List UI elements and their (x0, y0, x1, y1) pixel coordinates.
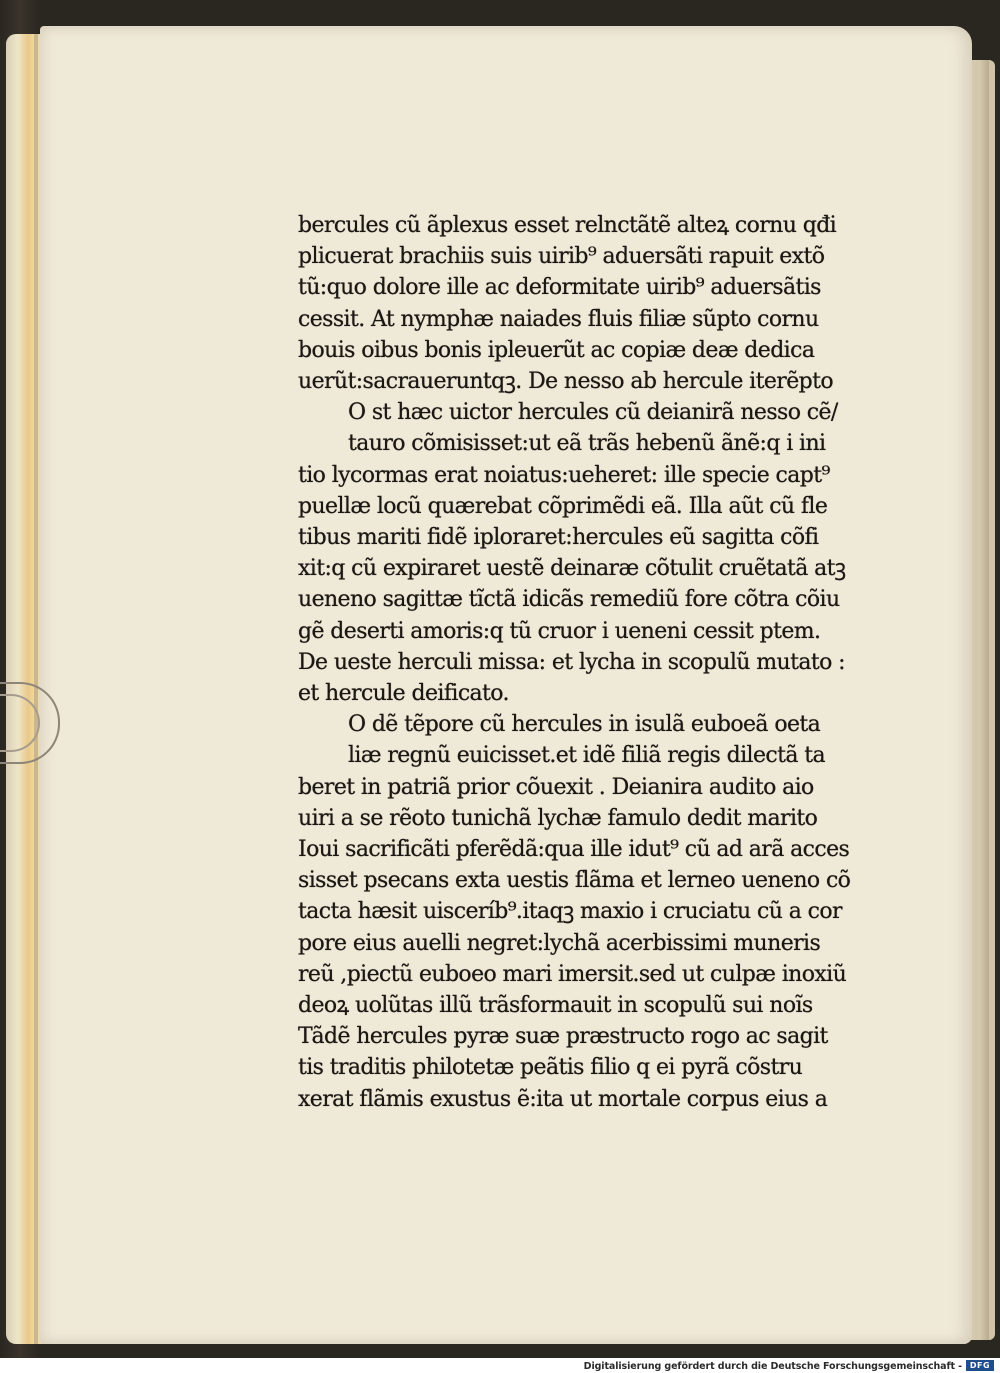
section-heading-line: De ueste herculi missa: et lycha in scopulũ mutato : (298, 649, 845, 675)
text-line: O dẽ tẽpore cũ hercules in isulã euboeã oeta (348, 712, 821, 738)
text-line: gẽ deserti amoris:q tũ cruor i ueneni cessit ptem. (298, 618, 821, 644)
text-line: puellæ locũ quærebat cõprimẽdi eã. Illa aũt cũ fle (298, 493, 828, 519)
text-line: tis traditis philotetæ peãtis filio q ei pyrã cõstru (298, 1055, 803, 1081)
text-line: reũ ,piectũ euboeo mari imersit.sed ut culpæ inoxiũ (298, 961, 847, 987)
text-line: bouis oibus bonis ipleuerũt ac copiæ deæ dedica (298, 337, 815, 363)
text-line: pore eius auelli negret:lychã acerbissimi muneris (298, 930, 821, 956)
footer-bar (0, 1358, 1000, 1373)
text-line: Ioui sacrificãti pferẽdã:qua ille idut⁹ cũ ad arã acces (298, 837, 850, 863)
text-line: tibus mariti fidẽ iploraret:hercules eũ sagitta cõfi (298, 525, 819, 551)
funding-credit: Digitalisierung gefördert durch die Deutsche Forschungsgemeinschaft - (583, 1361, 962, 1372)
text-line: plicuerat brachiis suis uirib⁹ aduersãti rapuit extõ (298, 244, 825, 270)
text-line: cessit. At nymphæ naiades fluis filiæ sũpto cornu (298, 306, 819, 332)
text-line: tacta hæsit uisceríb⁹.itaqꝫ maxio i cruciatu cũ a cor (298, 899, 842, 925)
text-line: tauro cõmisisset:ut eã trãs hebenũ ãnẽ:q i ini (348, 431, 826, 457)
text-line: ueneno sagittæ tĩctã idicãs remediũ fore cõtra cõiu (298, 587, 840, 613)
text-line: O st hæc uictor hercules cũ deianirã nesso cẽ/ (348, 400, 838, 426)
section-heading-line: uerũt:sacraueruntqꝫ. De nesso ab hercule iterẽpto (298, 369, 833, 395)
printed-text-block (298, 210, 858, 1115)
text-line: xit:q cũ expiraret uestẽ deinaræ cõtulit cruẽtatã atꝫ (298, 556, 846, 582)
text-line: beret in patriã prior cõuexit . Deianira audito aio (298, 774, 814, 800)
text-line: tũ:quo dolore ille ac deformitate uirib⁹ aduersãtis (298, 275, 821, 301)
text-line: Tãdẽ hercules pyræ suæ præstructo rogo ac sagit (298, 1024, 828, 1050)
text-line: uiri a se rẽoto tunichã lychæ famulo dedit marito (298, 805, 818, 831)
text-line: sisset psecans exta uestis flãma et lerneo ueneno cõ (298, 868, 851, 894)
dfg-logo: DFG (966, 1360, 994, 1371)
text-line: tio lycormas erat noiatus:ueheret: ille specie capt⁹ (298, 462, 830, 488)
text-line: deoꝝ uolũtas illũ trãsformauit in scopulũ sui noĩs (298, 993, 813, 1019)
text-line: xerat flãmis exustus ẽ:ita ut mortale corpus eius a (298, 1086, 828, 1112)
text-line: liæ regnũ euicisset.et idẽ filiã regis dilectã ta (348, 743, 825, 769)
section-heading-line: et hercule deificato. (298, 681, 509, 707)
text-line: bercules cũ ãplexus esset relnctãtẽ alteꝝ cornu qđi (298, 213, 837, 238)
